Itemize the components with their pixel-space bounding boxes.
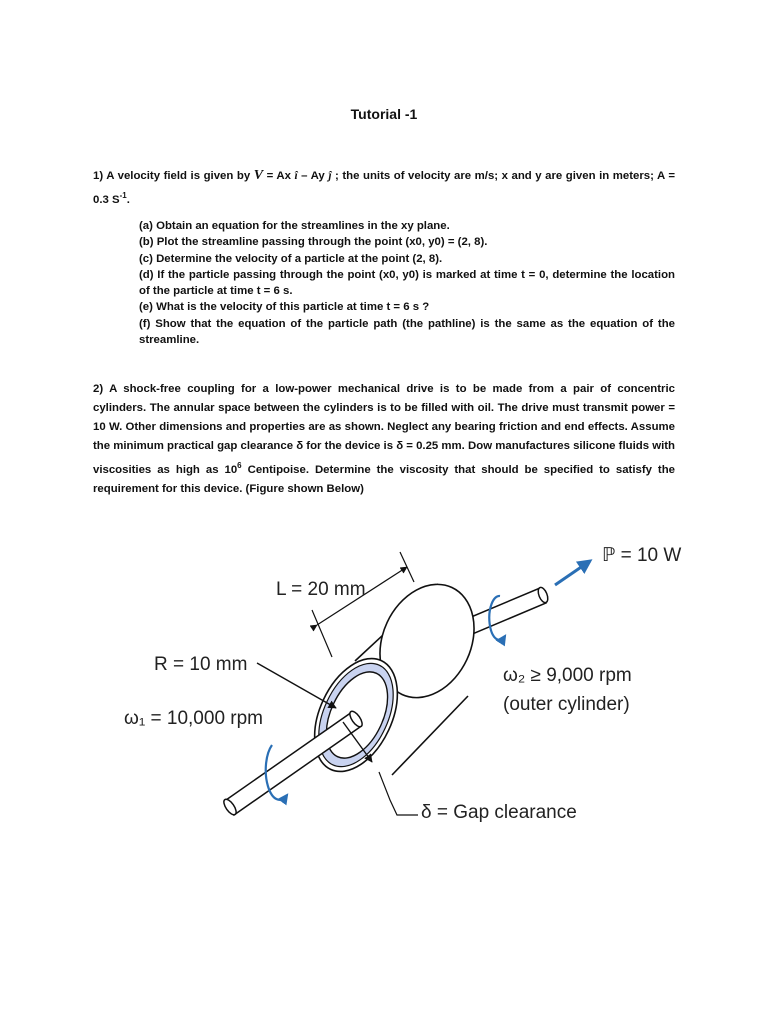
power-label: ℙ = 10 W <box>602 545 682 566</box>
part-c: (c) Determine the velocity of a particle at the point (2, 8). <box>139 252 443 265</box>
q2-text-b: Centipoise. Determine the viscosity that should be specified to satisfy the requirement for this device. (Figure shown Below) <box>93 463 675 495</box>
q1-intro-end: . <box>126 193 130 206</box>
gap-label: δ = Gap clearance <box>421 802 577 823</box>
part-b: (b) Plot the streamline passing through the point (x0, y0) = (2, 8). <box>139 236 488 249</box>
q1-intro-a: A velocity field is given by <box>106 170 254 182</box>
q2-exponent: 6 <box>237 461 242 470</box>
question-2-text <box>93 380 675 499</box>
omega2-label: ω₂ ≥ 9,000 rpm <box>503 665 632 686</box>
question-1-number: 1) <box>93 170 104 182</box>
power-arrow <box>555 561 590 585</box>
part-a: (a) Obtain an equation for the streamlines in the xy plane. <box>139 220 450 232</box>
q2-text-a: A shock-free coupling for a low-power mechanical drive is to be made from a pair of concentric cylinders. The annular space between the cylinders is to be filled with oil. The drive must transmit power = 10 W. Other dimensions and properties are as shown. Neglect any bearing friction and end effects. Assume the minimum practical gap clearance δ for the device is δ = 0.25 mm. Dow manufactures silicone fluids with viscosities as high as 10 <box>93 383 675 476</box>
part-f: (f) Show that the equation of the particle path (the pathline) is the same as the equation of the streamline. <box>139 317 675 347</box>
part-d: (d) If the particle passing through the point (x0, y0) is marked at time t = 0, determine the location of the particle at time t = 6 s. <box>139 268 675 298</box>
question-1-parts <box>139 218 675 348</box>
outer-cylinder-label: (outer cylinder) <box>503 694 630 715</box>
unit-vector-j: ĵ <box>328 170 332 182</box>
length-label: L = 20 mm <box>276 579 366 600</box>
unit-vector-i: î <box>294 170 298 182</box>
coupling-figure <box>0 520 768 840</box>
radius-label: R = 10 mm <box>154 654 248 675</box>
omega1-label: ω₁ = 10,000 rpm <box>124 708 264 729</box>
page-title: Tutorial -1 <box>350 106 418 122</box>
q1-intro-c: – Ay <box>297 170 329 182</box>
question-2-number: 2) <box>93 383 104 395</box>
vector-v: V <box>253 168 264 183</box>
q1-exponent: -1 <box>119 191 127 200</box>
q1-intro-d: ; the units of velocity are m/s; x and y are given in meters; A = 0.3 S <box>93 170 676 206</box>
question-1-intro <box>93 166 675 210</box>
part-e: (e) What is the velocity of this particle at time t = 6 s ? <box>139 301 430 314</box>
q1-intro-b: = Ax <box>263 170 295 182</box>
